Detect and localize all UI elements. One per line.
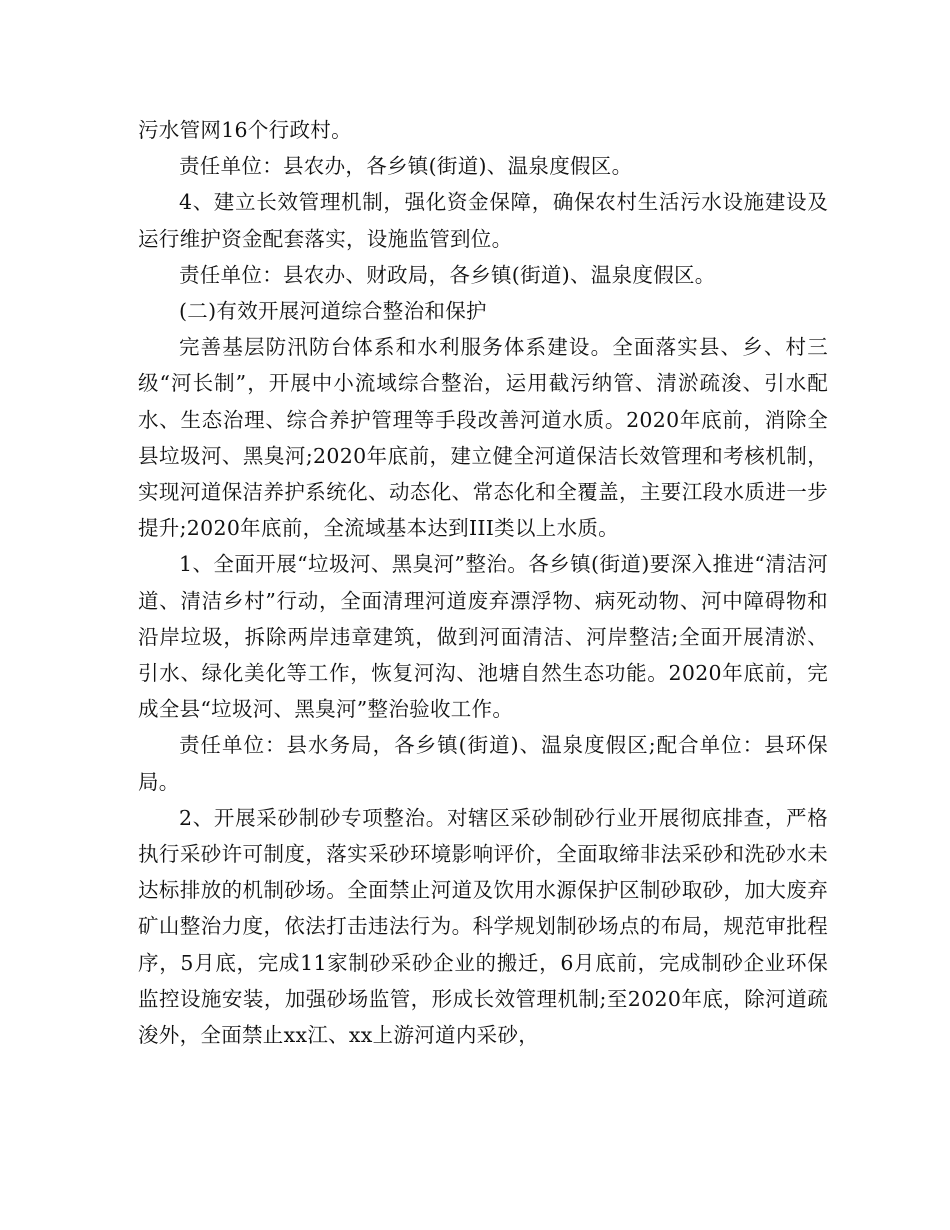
paragraph: 责任单位：县农办、财政局，各乡镇(街道)、温泉度假区。 <box>179 262 716 287</box>
paragraph: 责任单位：县农办，各乡镇(街道)、温泉度假区。 <box>179 154 633 179</box>
paragraph: 4、建立长效管理机制，强化资金保障，确保农村生活污水设施建设及运行维护资金配套落实，设施监管到位。 <box>138 190 828 251</box>
paragraph: 责任单位：县水务局，各乡镇(街道)、温泉度假区;配合单位：县环保局。 <box>138 733 828 794</box>
document-body <box>138 112 828 1053</box>
paragraph: 1、全面开展“垃圾河、黑臭河”整治。各乡镇(街道)要深入推进“清洁河道、清洁乡村”行动，全面清理河道废弃漂浮物、病死动物、河中障碍物和沿岸垃圾，拆除两岸违章建筑，做到河面清洁、河岸整洁;全面开展清淤、引水、绿化美化等工作，恢复河沟、池塘自然生态功能。2020年底前，完成全县“垃圾河、黑臭河”整治验收工作。 <box>138 552 828 722</box>
paragraph: 2、开展采砂制砂专项整治。对辖区采砂制砂行业开展彻底排查，严格执行采砂许可制度，落实采砂环境影响评价，全面取缔非法采砂和洗砂水未达标排放的机制砂场。全面禁止河道及饮用水源保护区制砂取砂，加大废弃矿山整治力度，依法打击违法行为。科学规划制砂场点的布局，规范审批程序，5月底，完成11家制砂采砂企业的搬迁，6月底前，完成制砂企业环保监控设施安装，加强砂场监管，形成长效管理机制;至2020年底，除河道疏浚外，全面禁止xx江、xx上游河道内采砂， <box>138 805 828 1048</box>
section-heading: (二)有效开展河道综合整治和保护 <box>179 299 487 324</box>
paragraph: 完善基层防汛防台体系和水利服务体系建设。全面落实县、乡、村三级“河长制”，开展中小流域综合整治，运用截污纳管、清淤疏浚、引水配水、生态治理、综合养护管理等手段改善河道水质。2020年底前，消除全县垃圾河、黑臭河;2020年底前，建立健全河道保洁长效管理和考核机制，实现河道保洁养护系统化、动态化、常态化和全覆盖，主要江段水质进一步提升;2020年底前，全流域基本达到III类以上水质。 <box>138 335 828 541</box>
paragraph: 污水管网16个行政村。 <box>138 118 352 142</box>
